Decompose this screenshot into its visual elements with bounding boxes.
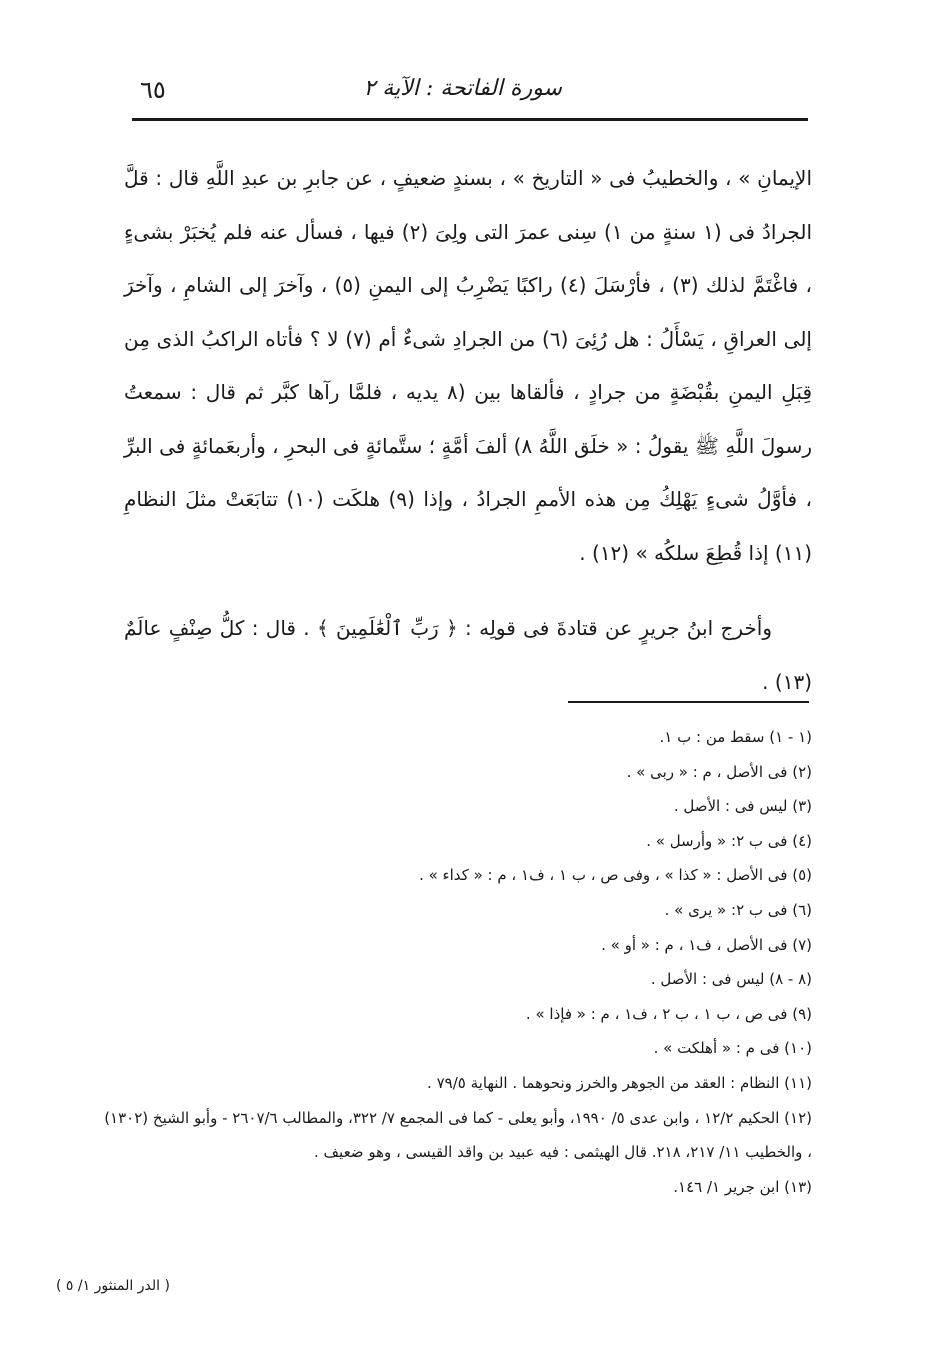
footnote-item: (٢) فى الأصل ، م : « ربى » . [626,762,812,781]
footnote-item: (١٠) فى م : « أهلكت » . [653,1039,812,1058]
footnote-item: (١٣) ابن جرير ١/ ١٤٦. [673,1177,812,1196]
footnote-divider [568,701,809,703]
footnote-item: (٣) ليس فى : الأصل . [673,797,812,816]
paragraph-2: وأخرج ابنُ جريرٍ عن قتادةَ فى قولِه : ﴿ رَبِّ ٱلْعَٰلَمِينَ ﴾ . قال : كلُّ صِنْفٍ عالَمٌ (١٣) . [124,616,812,694]
page-header [132,72,808,108]
footnote-item: (٦) فى ب ٢: « يرى » . [664,900,812,919]
page-number: ٦٥ [140,76,166,104]
footnote-item: (١٢) الحكيم ١٢/٢ ، وابن عدى ٥/ ١٩٩٠، وأبو يعلى - كما فى المجمع ٧/ ٣٢٢، والمطالب ٢٦٠٧/٦ - وأبو الشيخ (١٣٠٢) ، والخطيب ١١/ ٢١٧، ٢١٨. قال الهيثمى : فيه عبيد بن واقد القيسى ، وهو ضعيف . [104,1108,812,1162]
volume-signature: ( الدر المنثور ١/ ٥ ) [56,1278,170,1294]
paragraph-1: الإيمانِ » ، والخطيبُ فى « التاريخ » ، بسندٍ ضعيفٍ ، عن جابرِ بن عبدِ اللَّهِ قال : قلَّ الجرادُ فى (١ سنةٍ من ١) سِنى عمرَ التى ولِىَ (٢) فيها ، فسأل عنه فلم يُخبَرْ بشىءٍ ، فاغْتَمَّ لذلك (٣) ، فأرْسَلَ (٤) راكبًا يَضْرِبُ إلى اليمنِ (٥) ، وآخرَ إلى الشامِ ، وآخرَ إلى العراقِ ، يَسْأَلُ : هل رُئِىَ (٦) من الجرادِ شىءٌ أم (٧) لا ؟ فأتاه الراكبُ الذى مِن قِبَلِ اليمنِ بقُبْضَةٍ من جرادٍ ، فألقاها بين (٨ يديه ، فلمَّا رآها كبَّر ثم قال : سمعتُ رسولَ اللَّهِ ﷺ يقولُ : « خلَق اللَّهُ ٨) ألفَ أمَّةٍ ؛ ستَّمائةٍ فى البحرِ ، وأربعَمائةٍ فى البرِّ ، فأوَّلُ شىءٍ يَهْلِكُ مِن هذه الأممِ الجرادُ ، وإذا (٩) هلكَت (١٠) تتابَعَتْ مثلَ النظامِ (١١) إذا قُطِعَ سلكُه » (١٢) . [124,166,813,565]
footnote-item: (٨ - ٨) ليس فى : الأصل . [650,970,812,989]
main-text [124,152,812,709]
footnote-item: (٧) فى الأصل ، ف١ ، م : « أو » . [601,935,812,954]
header-rule [132,118,808,121]
footnote-item: (٤) فى ب ٢: « وأرسل » . [646,831,812,850]
running-title: سورة الفاتحة : الآية ٢ [363,76,562,101]
footnote-item: (١ - ١) سقط من : ب ١. [659,728,812,746]
footnote-item: (٩) فى ص ، ب ١ ، ب ٢ ، ف١ ، م : « فإذا » . [525,1004,812,1023]
footnote-item: (٥) فى الأصل : « كذا » ، وفى ص ، ب ١ ، ف١ ، م : « كداء » . [419,866,812,885]
footnote-item: (١١) النظام : العقد من الجوهر والخرز ونحوهما . النهاية ٧٩/٥ . [427,1073,812,1092]
footnotes-list [100,720,812,1204]
